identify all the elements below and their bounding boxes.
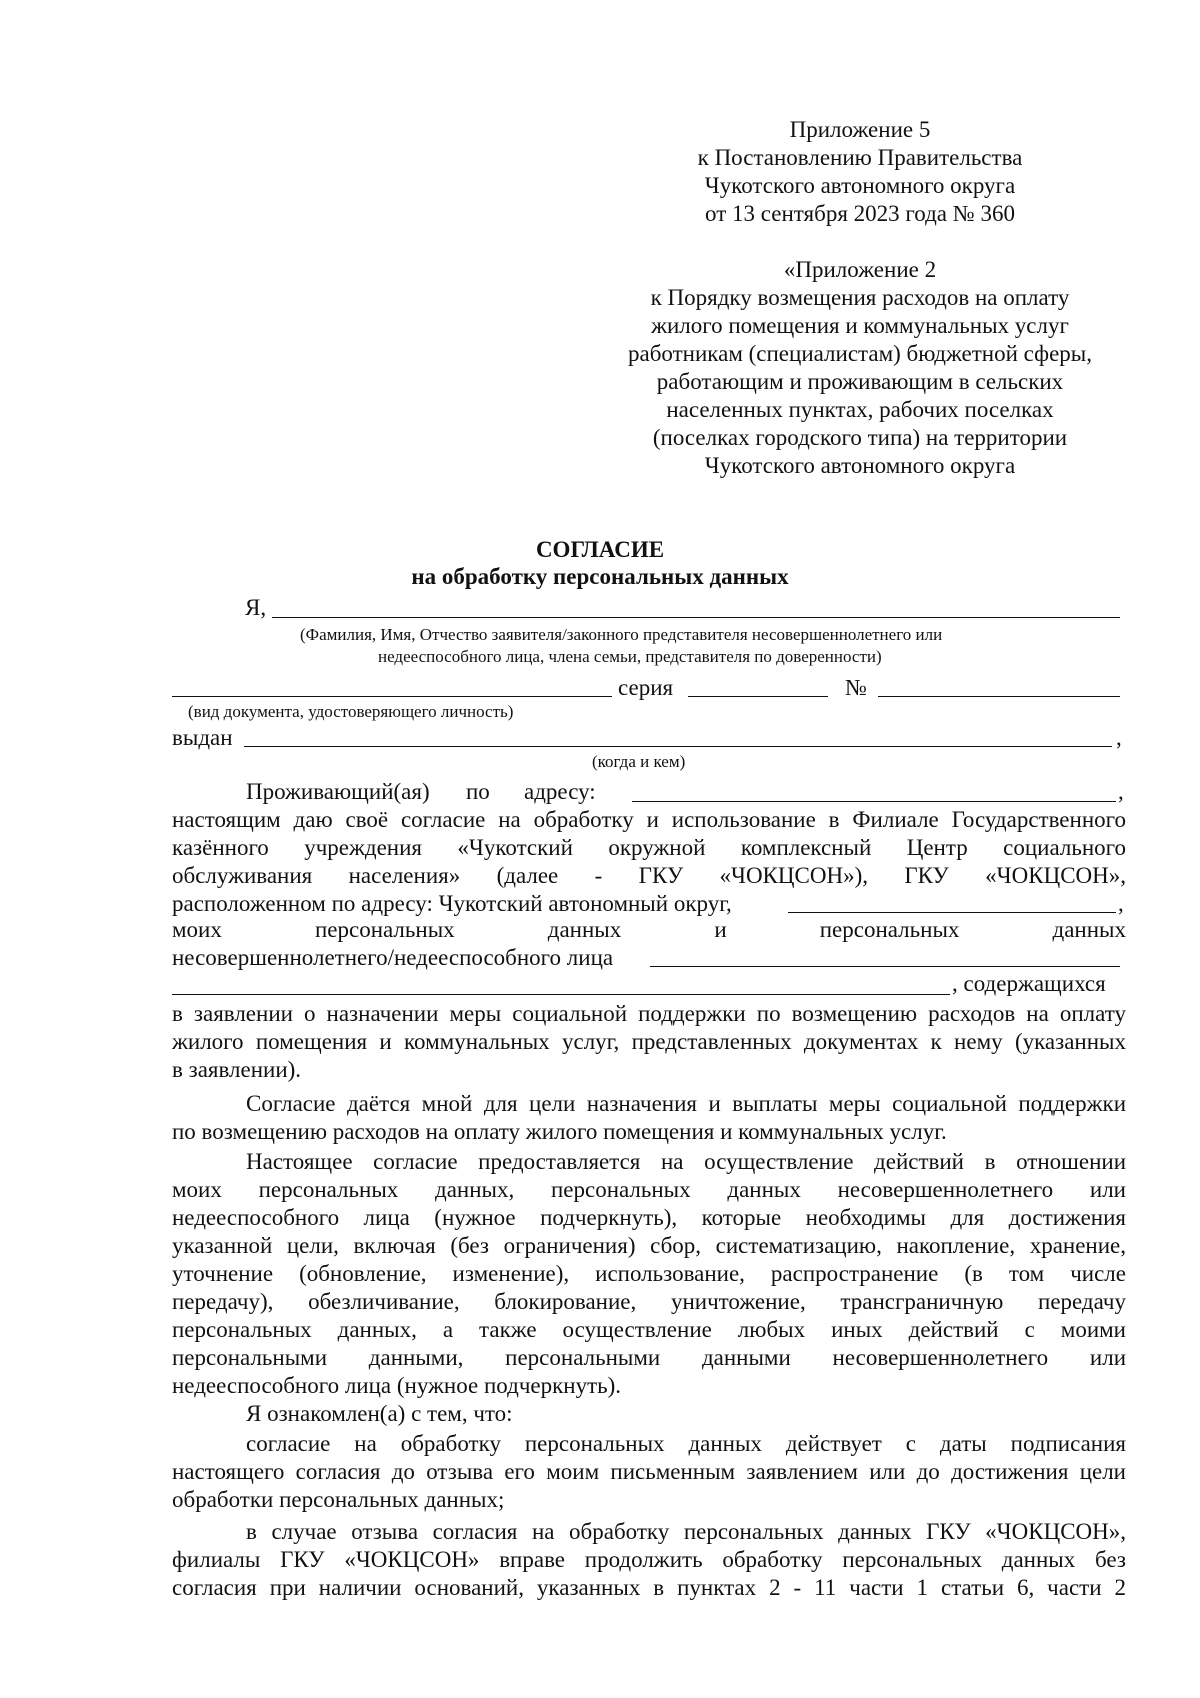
paragraph-line: моих персональных данных, персональных данных несовершеннолетнего или <box>172 1177 1126 1202</box>
paragraph-line: филиалы ГКУ «ЧОКЦСОН» вправе продолжить обработку персональных данных без <box>172 1547 1126 1572</box>
name-field-line[interactable] <box>272 617 1120 618</box>
word: персональных <box>819 917 960 942</box>
paragraph-line: Согласие даётся мной для цели назначения и выплаты меры социальной поддержки <box>246 1091 1126 1116</box>
branch-address-comma: , <box>1118 891 1124 916</box>
paragraph-line: в заявлении). <box>172 1057 302 1082</box>
appendix-5-line: Приложение 5 <box>789 117 931 142</box>
series-label: серия <box>618 675 674 700</box>
issued-hint: (когда и кем) <box>592 752 686 771</box>
address-word: по <box>466 779 490 804</box>
address-field-line[interactable] <box>632 801 1116 802</box>
issued-comma: , <box>1116 725 1122 750</box>
paragraph-line: настоящего согласия до отзыва его моим письменным заявлением или до достижения цели <box>172 1459 1126 1484</box>
appendix-5-line: к Постановлению Правительства <box>697 145 1023 170</box>
paragraph-line: по возмещению расходов на оплату жилого помещения и коммунальных услуг. <box>172 1119 947 1144</box>
number-field-line[interactable] <box>878 696 1120 697</box>
document-type-field-line[interactable] <box>172 696 612 697</box>
paragraph-line: , содержащихся <box>952 971 1106 996</box>
appendix-2-line: работникам (специалистам) бюджетной сферы, <box>628 341 1092 366</box>
paragraph-line: передачу), обезличивание, блокирование, уничтожение, трансграничную передачу <box>172 1289 1126 1314</box>
appendix-2-line: жилого помещения и коммунальных услуг <box>651 313 1069 338</box>
appendix-2-line: Чукотского автономного округа <box>704 453 1016 478</box>
paragraph-line: Настоящее согласие предоставляется на осуществление действий в отношении <box>246 1149 1126 1174</box>
paragraph-line: несовершеннолетнего/недееспособного лица <box>172 945 614 970</box>
paragraph-line: недееспособного лица (нужное подчеркнуть). <box>172 1373 622 1398</box>
paragraph-line: в заявлении о назначении меры социальной поддержки по возмещению расходов на оплату <box>172 1001 1126 1026</box>
appendix-2-line: к Порядку возмещения расходов на оплату <box>650 285 1070 310</box>
paragraph-line: жилого помещения и коммунальных услуг, представленных документах к нему (указанных <box>172 1029 1126 1054</box>
paragraph-line: в случае отзыва согласия на обработку персональных данных ГКУ «ЧОКЦСОН», <box>246 1519 1126 1544</box>
appendix-5-line: Чукотского автономного округа <box>704 173 1016 198</box>
name-field-hint: недееспособного лица, члена семьи, представителя по доверенности) <box>378 647 882 666</box>
document-subtitle: на обработку персональных данных <box>411 564 789 589</box>
paragraph-line: указанной цели, включая (без ограничения) сбор, систематизацию, накопление, хранение, <box>172 1233 1126 1258</box>
paragraph-line: настоящим даю своё согласие на обработку и использование в Филиале Государственного <box>172 807 1126 832</box>
word: моих <box>172 917 222 942</box>
document-type-hint: (вид документа, удостоверяющего личность) <box>188 702 514 721</box>
appendix-2-line: населенных пунктах, рабочих поселках <box>666 397 1054 422</box>
branch-address-field-line[interactable] <box>788 912 1116 913</box>
paragraph-line: согласия при наличии оснований, указанных в пунктах 2 - 11 части 1 статьи 6, части 2 <box>172 1575 1126 1600</box>
paragraph-line: недееспособного лица (нужное подчеркнуть), которые необходимы для достижения <box>172 1205 1126 1230</box>
paragraph-line: обслуживания населения» (далее - ГКУ «ЧОКЦСОН»), ГКУ «ЧОКЦСОН», <box>172 863 1126 888</box>
paragraph-line <box>172 916 1126 944</box>
series-field-line[interactable] <box>688 696 828 697</box>
address-comma: , <box>1118 779 1124 804</box>
address-word: адресу: <box>524 779 596 804</box>
issued-label: выдан <box>172 725 233 750</box>
paragraph-line: расположенном по адресу: Чукотский автономный округ, <box>172 891 732 916</box>
appendix-2-line: (поселках городского типа) на территории <box>652 425 1068 450</box>
paragraph-line: согласие на обработку персональных данных действует с даты подписания <box>246 1431 1126 1456</box>
appendix-5-header <box>650 116 1070 228</box>
number-label: № <box>845 675 867 700</box>
word: персональных <box>314 917 455 942</box>
paragraph-line: казённого учреждения «Чукотский окружной комплексный Центр социального <box>172 835 1126 860</box>
name-field-hint: (Фамилия, Имя, Отчество заявителя/законного представителя несовершеннолетнего или <box>300 625 943 644</box>
paragraph-line: обработки персональных данных; <box>172 1487 505 1512</box>
issued-field-line[interactable] <box>244 746 1112 747</box>
ya-label: Я, <box>245 595 267 620</box>
document-title: СОГЛАСИЕ <box>535 537 665 562</box>
paragraph-line: Я ознакомлен(а) с тем, что: <box>246 1401 513 1426</box>
paragraph-line: персональными данными, персональными данными несовершеннолетнего или <box>172 1345 1126 1370</box>
appendix-2-line: работающим и проживающим в сельских <box>656 369 1064 394</box>
address-word: Проживающий(ая) <box>246 779 430 804</box>
dependent-name-field-line-2[interactable] <box>172 994 950 995</box>
paragraph-line: персональных данных, а также осуществление любых иных действий с моими <box>172 1317 1126 1342</box>
word: данных <box>1052 917 1126 942</box>
appendix-2-line: «Приложение 2 <box>783 257 937 282</box>
appendix-2-header <box>610 256 1110 480</box>
dependent-name-field-line[interactable] <box>650 966 1120 967</box>
word: и <box>714 917 727 942</box>
word: данных <box>547 917 622 942</box>
appendix-5-line: от 13 сентября 2023 года № 360 <box>705 201 1015 226</box>
paragraph-line: уточнение (обновление, изменение), использование, распространение (в том числе <box>172 1261 1126 1286</box>
